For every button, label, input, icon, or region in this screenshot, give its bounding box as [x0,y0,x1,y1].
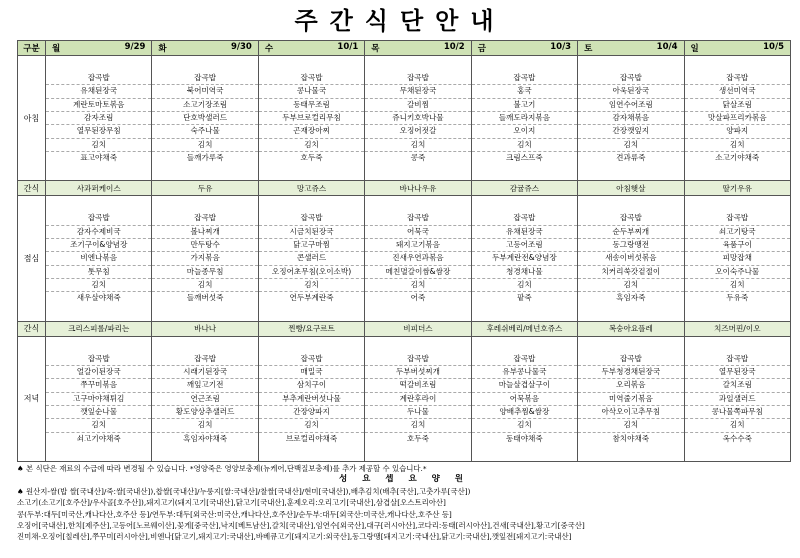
menu-item: 브로컬리야채죽 [259,432,364,445]
menu-item: 잡곡밥 [619,353,642,363]
menu-item: 두부계란전&양념장 [472,251,577,264]
menu-item: 잡곡밥 [726,73,749,83]
lunch-cell [684,196,790,321]
menu-item: 새송이버섯볶음 [578,251,683,264]
snack-cell: 복숭아요플레 [578,321,684,336]
menu-item: 김치 [578,138,683,151]
row-label-snack1: 간식 [18,181,46,196]
lunch-cell [46,196,152,321]
menu-item: 들깨가루죽 [152,151,257,164]
menu-item: 시래기된장국 [152,365,257,378]
snack-cell: 찐빵/요구르트 [258,321,364,336]
menu-item: 견과류죽 [578,151,683,164]
breakfast-cell [152,56,258,181]
day-name: 금 [477,44,486,54]
breakfast-cell [258,56,364,181]
menu-item: 시금치된장국 [259,225,364,238]
menu-item: 맛살파프리카볶음 [685,111,790,124]
lunch-cell [578,196,684,321]
dinner-cell [258,336,364,461]
header-day [258,41,364,56]
menu-item: 북어미역국 [152,84,257,97]
day-name: 목 [371,44,380,54]
menu-item: 미역줄기볶음 [578,392,683,405]
menu-item: 얼갈이된장국 [46,365,151,378]
breakfast-cell [471,56,577,181]
menu-item: 아삭오이고추무침 [578,405,683,418]
menu-item: 황도양상추샐러드 [152,405,257,418]
lunch-cell [365,196,471,321]
day-date: 10/1 [337,42,359,52]
menu-item: 쇠고기야채죽 [46,432,151,445]
lunch-cell [471,196,577,321]
menu-item: 쇠고기탕국 [685,225,790,238]
menu-item: 열무된장국 [685,365,790,378]
menu-item: 톳무침 [46,265,151,278]
menu-item: 소고기야채죽 [685,151,790,164]
menu-item: 마늘살겹살구이 [472,378,577,391]
menu-item: 소고기장조림 [152,98,257,111]
day-name: 화 [158,44,167,54]
menu-item: 진새우연과볶음 [365,251,470,264]
menu-item: 순두부찌개 [578,225,683,238]
snack-cell: 후레쉬베리/메넌호쥬스 [471,321,577,336]
day-date: 9/29 [124,42,146,52]
menu-item: 고등어조림 [472,238,577,251]
menu-item: 김치 [46,278,151,291]
menu-item: 유채된장국 [472,225,577,238]
menu-item: 조기구이&양념장 [46,238,151,251]
origin-line: 콩(두부:대두[미국산,캐나다산,호주산 등]/연두부:대두[외국산:미국산,캐나다산,호주산]/순두부:대두[외국산:미국산,캐나다산,호주산 등] [17,509,452,519]
notice-line: ♠ 본 식단은 재료의 수급에 따라 변경될 수 있습니다. *영양죽은 영양보충제(뉴케어,단백질보충제)를 추가 제공할 수 있습니다.* [17,464,427,473]
dinner-row [18,336,791,461]
menu-item: 어묵국 [365,225,470,238]
menu-item: 오이지 [472,124,577,137]
day-date: 10/2 [443,42,465,52]
menu-item: 옥수수죽 [685,432,790,445]
menu-item: 삼치구이 [259,378,364,391]
day-date: 10/3 [550,42,572,52]
menu-item: 두부청경채된장국 [578,365,683,378]
menu-item: 숙주나물 [152,124,257,137]
header-row [18,41,791,56]
menu-item: 흑임자야채죽 [152,432,257,445]
menu-item: 김치 [259,278,364,291]
menu-item: 잡곡밥 [194,353,217,363]
menu-item: 팥죽 [472,291,577,304]
menu-item: 잡곡밥 [726,353,749,363]
header-day [365,41,471,56]
menu-item: 깨잎고기전 [152,378,257,391]
menu-item: 잡곡밥 [513,353,536,363]
menu-item: 두부버섯찌개 [365,365,470,378]
menu-item: 어묵볶음 [472,392,577,405]
menu-item: 부추계란버섯나물 [259,392,364,405]
facility-name: 성 요 셉 요 양 원 [338,474,470,485]
menu-item: 청경채나물 [472,265,577,278]
menu-item: 잡곡밥 [87,353,110,363]
day-date: 10/4 [656,42,678,52]
menu-item: 잡곡밥 [406,73,429,83]
snack1-row [18,181,791,196]
menu-item: 오이숙주나물 [685,265,790,278]
menu-item: 고구마야채튀김 [46,392,151,405]
menu-item: 아욱된장국 [578,84,683,97]
origin-line: 오징어[국내산],한치[제주산],고등어[노르웨이산],꽃게[중국산],낙지[베트남산],갈치[국내산],임연수[외국산],대구[러시아산],코다리:동태[러시아산],건새[국내산],황고기[중국산] [17,521,585,531]
header-day [152,41,258,56]
menu-item: 호두죽 [259,151,364,164]
menu-item: 크림스프죽 [472,151,577,164]
menu-item: 홍국 [472,84,577,97]
header-label: 구분 [18,41,46,56]
row-label-lunch: 점심 [18,196,46,321]
snack2-row [18,321,791,336]
menu-item: 김치 [46,418,151,431]
menu-item: 김치 [259,138,364,151]
dinner-cell [471,336,577,461]
menu-item: 잡곡밥 [194,213,217,223]
header-day [578,41,684,56]
menu-item: 들깨도라지볶음 [472,111,577,124]
menu-item: 매밀국 [259,365,364,378]
menu-item: 닭살조림 [685,98,790,111]
menu-item: 콩나물쪽파무침 [685,405,790,418]
menu-item: 쥬니키호박나물 [365,111,470,124]
menu-item: 김치 [365,138,470,151]
breakfast-cell [578,56,684,181]
menu-item: 연두부계란죽 [259,291,364,304]
menu-item: 두나물 [365,405,470,418]
header-day [46,41,152,56]
menu-item: 불고기 [472,98,577,111]
menu-item: 떡갈비조림 [365,378,470,391]
menu-item: 김치 [578,278,683,291]
menu-item: 유채된장국 [46,84,151,97]
menu-item: 콩죽 [365,151,470,164]
day-date: 10/5 [763,42,784,52]
menu-item: 잡곡밥 [406,353,429,363]
snack-cell: 크리스피롤/파리는 [46,321,152,336]
snack-cell: 아침햇살 [578,181,684,196]
menu-item: 김치 [685,418,790,431]
menu-item: 만두탕수 [152,238,257,251]
menu-item: 호두죽 [365,432,470,445]
menu-item: 잡곡밥 [194,73,217,83]
menu-item: 김치 [152,418,257,431]
menu-item: 들깨버섯죽 [152,291,257,304]
snack-cell: 바나나 [152,321,258,336]
menu-item: 갈비찜 [365,98,470,111]
menu-item: 마늘종무침 [152,265,257,278]
snack-cell: 감귤쥬스 [471,181,577,196]
menu-item: 육품구이 [685,238,790,251]
menu-item: 계란토마토볶음 [46,98,151,111]
day-name: 토 [584,44,593,54]
menu-item: 메친멸갈이쌈&쌈장 [365,265,470,278]
day-name: 월 [52,44,61,54]
snack-cell: 치즈머핀/이오 [684,321,790,336]
menu-item: 돼지고기볶음 [365,238,470,251]
menu-item: 김치 [365,418,470,431]
menu-item: 생선미역국 [685,84,790,97]
menu-item: 잡곡밥 [406,213,429,223]
origin-line: 진미채-오징어[칠레산],쭈꾸미[러시아산],비엔나[닭고기,돼지고기:국내산],바베큐고기[돼지고기:외국산],동그랑땡[돼지고기:국내산],닭고기:국내산],깻잎전[돼지고기:국내산] [17,532,572,542]
menu-item: 단호박샐러드 [152,111,257,124]
snack-cell: 비피더스 [365,321,471,336]
menu-item: 가지볶음 [152,251,257,264]
header-day [471,41,577,56]
menu-item: 오리볶음 [578,378,683,391]
menu-item: 김치 [685,278,790,291]
menu-item: 닭고구마찜 [259,238,364,251]
menu-item: 김치 [472,138,577,151]
menu-item: 갈치조림 [685,378,790,391]
breakfast-cell [46,56,152,181]
row-label-dinner: 저녁 [18,336,46,461]
row-label-snack2: 간식 [18,321,46,336]
menu-item: 깻잎순나물 [46,405,151,418]
dinner-cell [365,336,471,461]
menu-item: 김치 [472,418,577,431]
menu-item: 흑임자죽 [578,291,683,304]
menu-item: 잡곡밥 [513,73,536,83]
menu-item: 잡곡밥 [619,213,642,223]
menu-item: 새우살야채죽 [46,291,151,304]
menu-item: 두유죽 [685,291,790,304]
menu-item: 양파지 [685,124,790,137]
menu-item: 잡곡밥 [513,213,536,223]
menu-item: 열무된장무침 [46,124,151,137]
menu-item: 비엔나볶음 [46,251,151,264]
menu-item: 동그랑땡전 [578,238,683,251]
origin-line: 소고기(소고기[호주산]/우사골[호주산]),돼지고기(돼지고기[국내산],닭고기[국내산],훈제오리:오리고기[국내산],삼겹살[오스트리아산] [17,498,446,508]
menu-item: 볼나찌개 [152,225,257,238]
menu-item: 잡곡밥 [300,213,323,223]
menu-item: 감자수제비국 [46,225,151,238]
menu-item: 콘샐러드 [259,251,364,264]
breakfast-row [18,56,791,181]
day-date: 9/30 [230,42,252,52]
snack-cell: 바나나우유 [365,181,471,196]
menu-item: 잡곡밥 [300,73,323,83]
menu-item: 김치 [578,418,683,431]
dinner-cell [46,336,152,461]
menu-item: 김치 [259,418,364,431]
lunch-row [18,196,791,321]
day-name: 수 [264,44,274,54]
dinner-cell [152,336,258,461]
snack-cell: 사과퍼케이스 [46,181,152,196]
menu-item: 치커리쑥갓겉절이 [578,265,683,278]
menu-item: 피망잡채 [685,251,790,264]
day-name: 일 [690,44,699,54]
menu-item: 잡곡밥 [619,73,642,83]
menu-item: 임연수어조림 [578,98,683,111]
menu-item: 어죽 [365,291,470,304]
menu-item: 무채된장국 [365,84,470,97]
menu-item: 감자조림 [46,111,151,124]
menu-item: 과일샐러드 [685,392,790,405]
weekly-menu-table [17,40,791,462]
snack-cell: 딸기우유 [684,181,790,196]
snack-cell: 망고쥬스 [258,181,364,196]
menu-item: 곤재장아찌 [259,124,364,137]
menu-item: 유부콩나물국 [472,365,577,378]
menu-item: 오징어초무침(오이소박) [259,265,364,278]
menu-item: 표고야채죽 [46,151,151,164]
menu-item: 김치 [152,138,257,151]
dinner-cell [578,336,684,461]
snack-cell: 두유 [152,181,258,196]
menu-item: 간장깻잎지 [578,124,683,137]
origin-line: ♠ 원산지-쌀(밥 쌀[국내산]/죽:쌀[국내산]),찹쌀[국내산]/누룽지[쌀:국내산]/찰쌀[국내산]/현미[국내산]),배추김치(배추[국산],고춧가루[국산]) [17,486,471,496]
menu-item: 오징어젓갈 [365,124,470,137]
row-label-breakfast: 아침 [18,56,46,181]
menu-item: 김치 [365,278,470,291]
dinner-cell [684,336,790,461]
menu-item: 잡곡밥 [87,73,110,83]
menu-item: 잡곡밥 [726,213,749,223]
lunch-cell [152,196,258,321]
page-title: 주간식단안내 [294,6,506,35]
menu-item: 잡곡밥 [300,353,323,363]
menu-item: 김치 [685,138,790,151]
menu-item: 동태무조림 [259,98,364,111]
menu-item: 잡곡밥 [87,213,110,223]
breakfast-cell [684,56,790,181]
menu-item: 김치 [46,138,151,151]
menu-item: 동태야채죽 [472,432,577,445]
menu-item: 감자채볶음 [578,111,683,124]
menu-item: 콩나물국 [259,84,364,97]
menu-item: 계란후라이 [365,392,470,405]
menu-item: 참치야채죽 [578,432,683,445]
menu-item: 김치 [152,278,257,291]
header-day [684,41,790,56]
notes-section [17,463,791,543]
breakfast-cell [365,56,471,181]
menu-item: 양배추찜&쌈장 [472,405,577,418]
menu-item: 간장양파지 [259,405,364,418]
menu-item: 김치 [472,278,577,291]
menu-item: 쭈꾸미볶음 [46,378,151,391]
lunch-cell [258,196,364,321]
menu-item: 연근조림 [152,392,257,405]
menu-item: 두부브로컬리무침 [259,111,364,124]
